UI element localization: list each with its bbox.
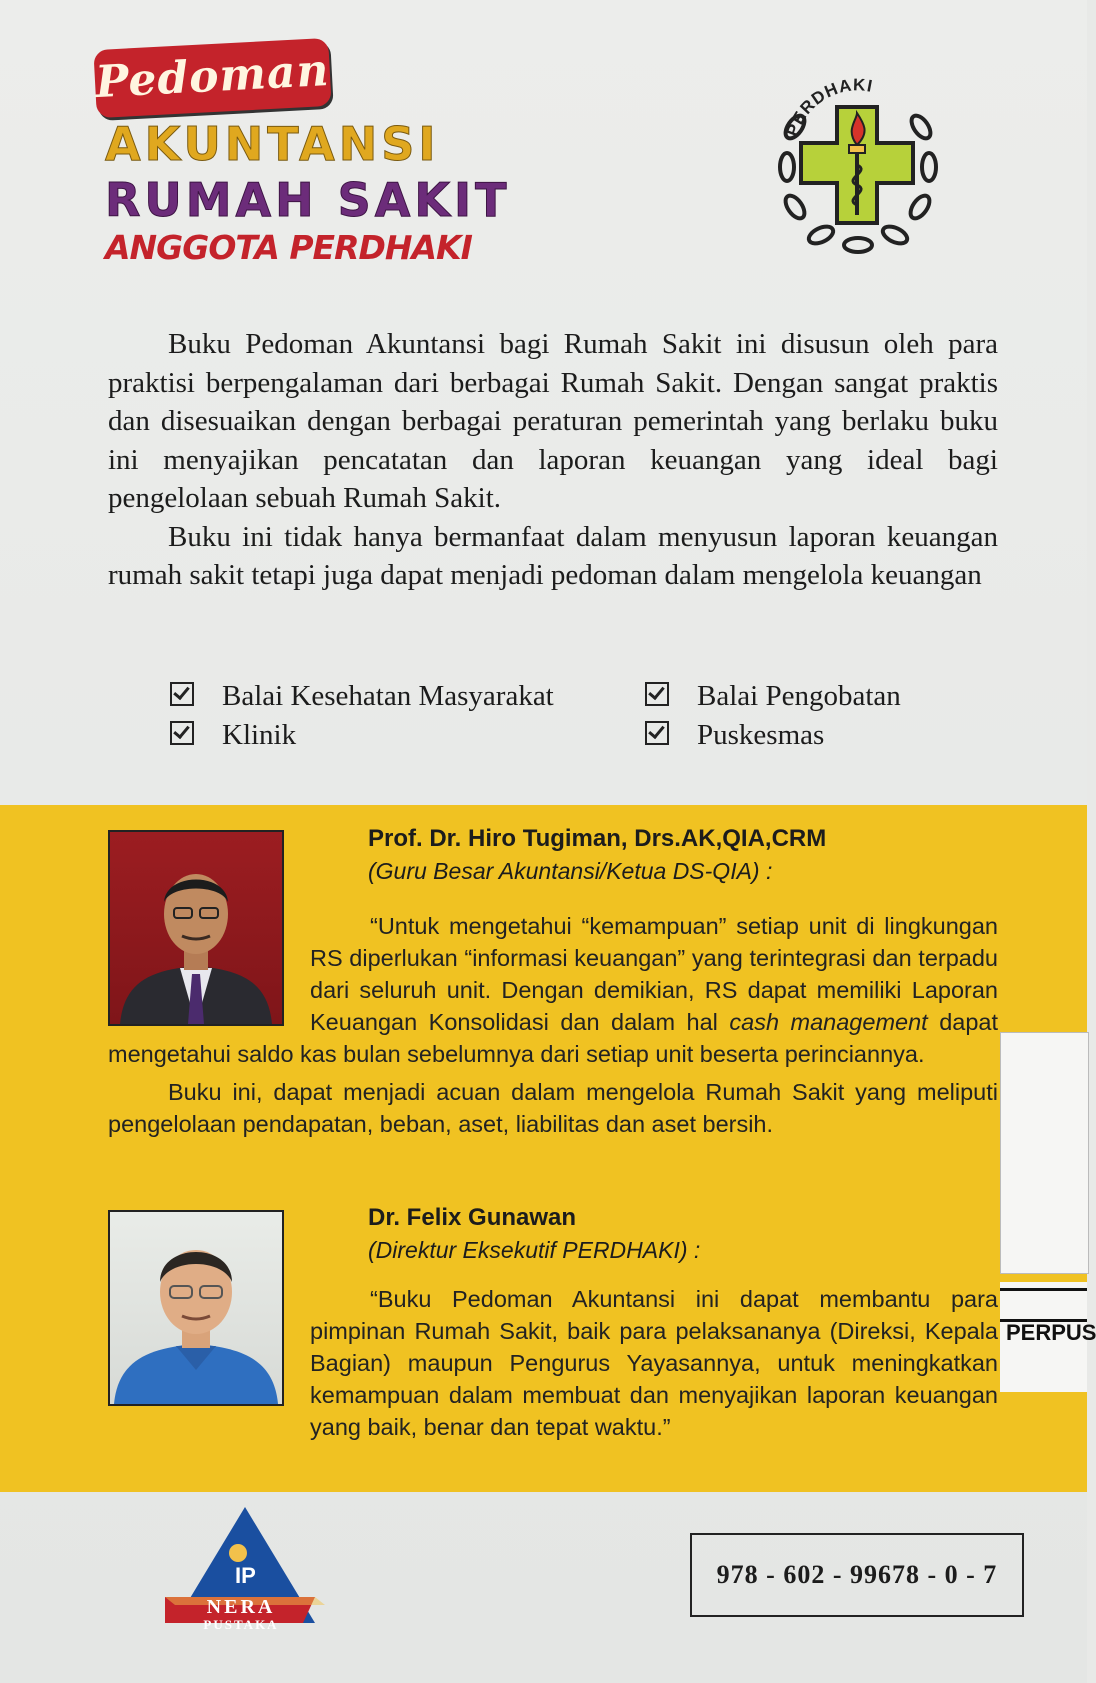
perdhaki-logo <box>765 75 950 260</box>
checkbox-icon <box>645 721 669 745</box>
publisher-name-2: PUSTAKA <box>203 1617 279 1632</box>
quote-1-emphasis: cash management <box>729 1009 928 1035</box>
endorsement-quote-2 <box>310 1283 998 1443</box>
quote-1-text-end: dapat mengetahui saldo kas bulan sebelumnya dari setiap unit beserta perinciannya. <box>108 1009 999 1067</box>
endorsement-quote-1 <box>108 910 998 1140</box>
title-line-2: RUMAH SAKIT <box>105 173 511 227</box>
checkbox-icon <box>170 682 194 706</box>
checklist-label: Puskesmas <box>697 718 825 751</box>
badge-text: Pedoman <box>94 44 331 109</box>
photo-wrap-spacer <box>108 910 310 1025</box>
checklist <box>170 677 990 754</box>
quote-1-paragraph-2: Buku ini, dapat menjadi acuan dalam mengelola Rumah Sakit yang meliputi pengelolaan pendapatan, beban, aset, liabilitas dan aset bersih. <box>108 1079 998 1137</box>
checklist-label: Klinik <box>222 718 297 751</box>
endorser-role-1: (Guru Besar Akuntansi/Ketua DS-QIA) : <box>368 858 773 884</box>
sticker-label: PERPUS <box>1006 1320 1096 1345</box>
title-line-3: ANGGOTA PERDHAKI <box>105 228 472 267</box>
isbn-box: 978 - 602 - 99678 - 0 - 7 <box>690 1533 1024 1617</box>
author-photo-felix <box>108 1210 284 1406</box>
pedoman-badge <box>93 38 331 118</box>
endorser-role-2: (Direktur Eksekutif PERDHAKI) : <box>368 1237 701 1263</box>
library-label-sticker <box>1000 1282 1096 1392</box>
intro-paragraph-1: Buku Pedoman Akuntansi bagi Rumah Sakit ini disusun oleh para praktisi berpengalaman dari berbagai Rumah Sakit. Dengan sangat praktis dan disesuaikan dengan berbagai peraturan pemerintah yang berlaku buku ini menyajikan pencatatan dan laporan keuangan yang ideal bagi pengelolaan sebuah Rumah Sakit. <box>108 328 998 514</box>
quote-1-text: “Untuk mengetahui “kemampuan” setiap unit di lingkungan RS diperlukan “informasi keuangan” yang terintegrasi dan terpadu dari seluruh unit. Dengan demikian, RS dapat memiliki Laporan Keuangan Konsolidasi dan dalam hal <box>310 913 998 1035</box>
checkbox-icon <box>645 682 669 706</box>
endorser-name-1: Prof. Dr. Hiro Tugiman, Drs.AK,QIA,CRM <box>368 825 827 852</box>
intro-paragraph-2: Buku ini tidak hanya bermanfaat dalam menyusun laporan keuangan rumah sakit tetapi juga dapat menjadi pedoman dalam mengelola keuangan <box>108 520 998 591</box>
checklist-label: Balai Kesehatan Masyarakat <box>222 680 554 712</box>
endorser-name-2: Dr. Felix Gunawan <box>368 1204 577 1231</box>
title-line-1: AKUNTANSI <box>105 117 440 171</box>
checklist-item <box>170 677 645 716</box>
checklist-item <box>170 716 645 755</box>
checklist-item <box>645 716 824 755</box>
checklist-item <box>645 677 901 716</box>
logo-text: PERDHAKI <box>782 75 875 139</box>
checklist-label: Balai Pengobatan <box>697 680 901 712</box>
nera-pustaka-logo <box>165 1505 325 1635</box>
portrait-figure <box>110 1212 282 1404</box>
logo-mark: IP <box>235 1563 256 1588</box>
sticker-lines <box>1000 1288 1087 1322</box>
intro-text <box>108 325 998 595</box>
publisher-name-1: NERA <box>206 1596 276 1618</box>
checkbox-icon <box>170 721 194 745</box>
quote-2-text: “Buku Pedoman Akuntansi ini dapat membantu para pimpinan Rumah Sakit, baik para pelaksananya (Direksi, Kepala Bagian) maupun Pengurus Yayasannya, untuk meningkatkan kemampuan dalam membuat dan menyajikan laporan keuangan yang baik, benar dan tepat waktu.” <box>310 1286 998 1440</box>
library-sticker <box>1000 1032 1089 1274</box>
